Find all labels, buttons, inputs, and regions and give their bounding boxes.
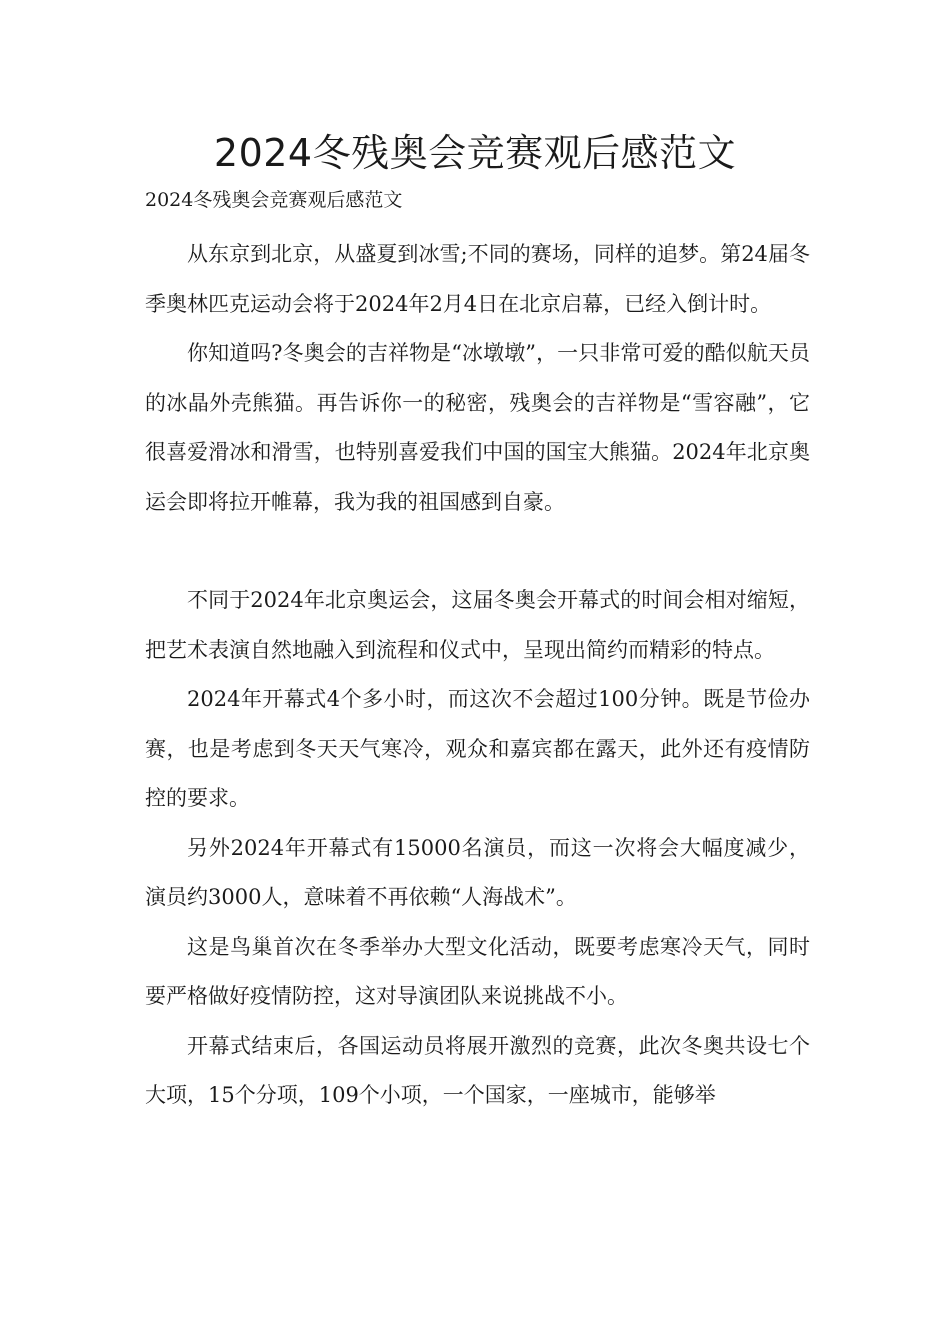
document-subtitle: 2024冬残奥会竞赛观后感范文 [145, 189, 403, 211]
paragraph-2: 你知道吗?冬奥会的吉祥物是“冰墩墩”，一只非常可爱的酷似航天员的冰晶外壳熊猫。再告诉你一的秘密，残奥会的吉祥物是“雪容融”，它很喜爱滑冰和滑雪，也特别喜爱我们中国的国宝大熊猫。2024年北京奥运会即将拉开帷幕，我为我的祖国感到自豪。 [145, 341, 810, 514]
paragraph-5: 另外2024年开幕式有15000名演员，而这一次将会大幅度减少，演员约3000人，意味着不再依赖“人海战术”。 [145, 835, 810, 909]
document-body [145, 230, 810, 1121]
paragraph-1: 从东京到北京，从盛夏到冰雪;不同的赛场，同样的追梦。第24届冬季奥林匹克运动会将于2024年2月4日在北京启幕，已经入倒计时。 [145, 242, 810, 316]
paragraph-3: 不同于2024年北京奥运会，这届冬奥会开幕式的时间会相对缩短，把艺术表演自然地融入到流程和仪式中，呈现出简约而精彩的特点。 [145, 588, 810, 662]
document-title: 2024冬残奥会竞赛观后感范文 [213, 131, 737, 175]
paragraph-4: 2024年开幕式4个多小时，而这次不会超过100分钟。既是节俭办赛，也是考虑到冬天天气寒冷，观众和嘉宾都在露天，此外还有疫情防控的要求。 [145, 687, 810, 810]
paragraph-7: 开幕式结束后，各国运动员将展开激烈的竞赛，此次冬奥共设七个大项，15个分项，109个小项，一个国家，一座城市，能够举 [145, 1033, 810, 1107]
paragraph-spacer [145, 527, 810, 576]
paragraph-6: 这是鸟巢首次在冬季举办大型文化活动，既要考虑寒冷天气，同时要严格做好疫情防控，这对导演团队来说挑战不小。 [145, 934, 810, 1008]
